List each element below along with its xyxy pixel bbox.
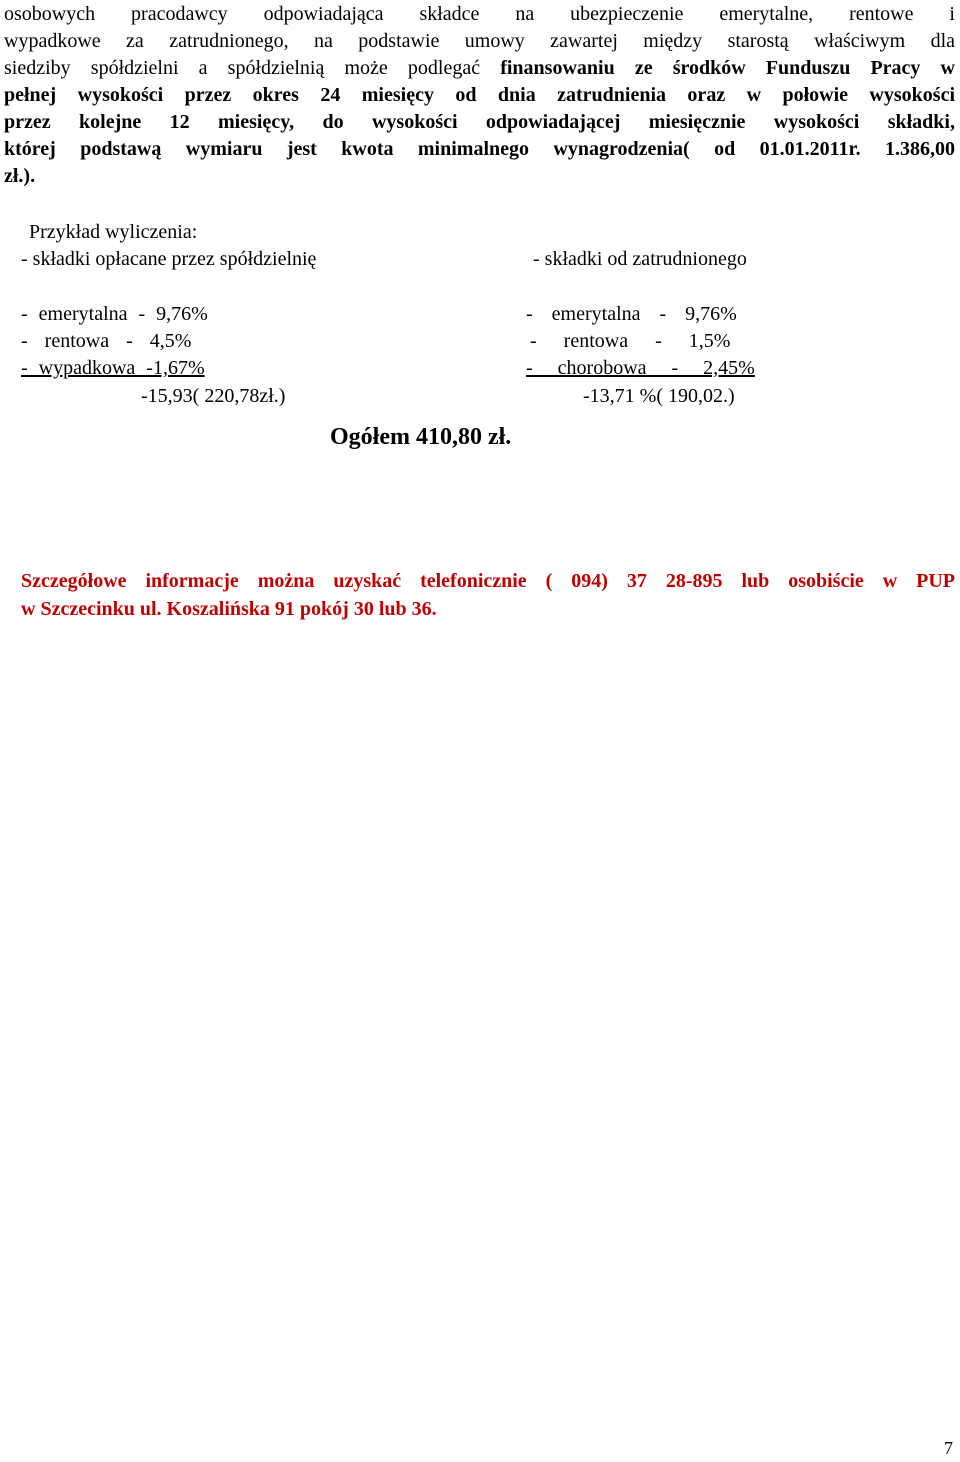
paragraph-line: zł.). bbox=[4, 165, 36, 187]
total-amount: Ogółem 410,80 zł. bbox=[330, 424, 512, 450]
paragraph-line bbox=[4, 54, 955, 82]
paragraph-line: pełnej wysokości przez okres 24 miesięcy od dnia zatrudnienia oraz w połowie wysokości bbox=[4, 84, 955, 106]
paragraph-bold-text: finansowaniu ze środków Funduszu Pracy w bbox=[500, 57, 956, 79]
left-item-rentowa bbox=[21, 327, 191, 355]
left-item-emerytalna bbox=[21, 300, 208, 328]
left-column-header: - składki opłacane przez spółdzielnię bbox=[21, 248, 317, 270]
left-item-text: - wypadkowa -1,67% bbox=[21, 357, 205, 379]
right-sum: -13,71 %( 190,02.) bbox=[583, 385, 735, 407]
page-number: 7 bbox=[944, 1438, 953, 1458]
paragraph-line: osobowych pracodawcy odpowiadająca składce na ubezpieczenie emerytalne, rentowe i bbox=[4, 3, 955, 25]
left-item-wypadkowa bbox=[21, 354, 205, 382]
right-item-emerytalna bbox=[526, 300, 737, 328]
left-item-text: - rentowa - 4,5% bbox=[21, 330, 192, 352]
paragraph-line: której podstawą wymiaru jest kwota minimalnego wynagrodzenia( od 01.01.2011r. 1.386,00 bbox=[4, 138, 955, 160]
right-column-header: - składki od zatrudnionego bbox=[533, 248, 747, 270]
right-item-rentowa bbox=[530, 327, 730, 355]
example-heading: Przykład wyliczenia: bbox=[29, 221, 198, 243]
paragraph-text: siedziby spółdzielni a spółdzielnią może podlegać bbox=[4, 57, 481, 79]
left-sum: -15,93( 220,78zł.) bbox=[141, 385, 286, 407]
paragraph-line: przez kolejne 12 miesięcy, do wysokości odpowiadającej miesięcznie wysokości składki, bbox=[4, 111, 955, 133]
paragraph-line: wypadkowe za zatrudnionego, na podstawie umowy zawartej między starostą właściwym dla bbox=[4, 30, 955, 52]
contact-line: w Szczecinku ul. Koszalińska 91 pokój 30 lub 36. bbox=[21, 598, 437, 620]
left-item-text: - emerytalna - 9,76% bbox=[21, 303, 208, 325]
right-item-text: - rentowa - 1,5% bbox=[530, 330, 731, 352]
contact-line: Szczegółowe informacje można uzyskać telefonicznie ( 094) 37 28-895 lub osobiście w PUP bbox=[21, 570, 955, 592]
right-item-chorobowa bbox=[526, 354, 755, 382]
right-item-text: - emerytalna - 9,76% bbox=[526, 303, 737, 325]
right-item-text: - chorobowa - 2,45% bbox=[526, 357, 755, 379]
